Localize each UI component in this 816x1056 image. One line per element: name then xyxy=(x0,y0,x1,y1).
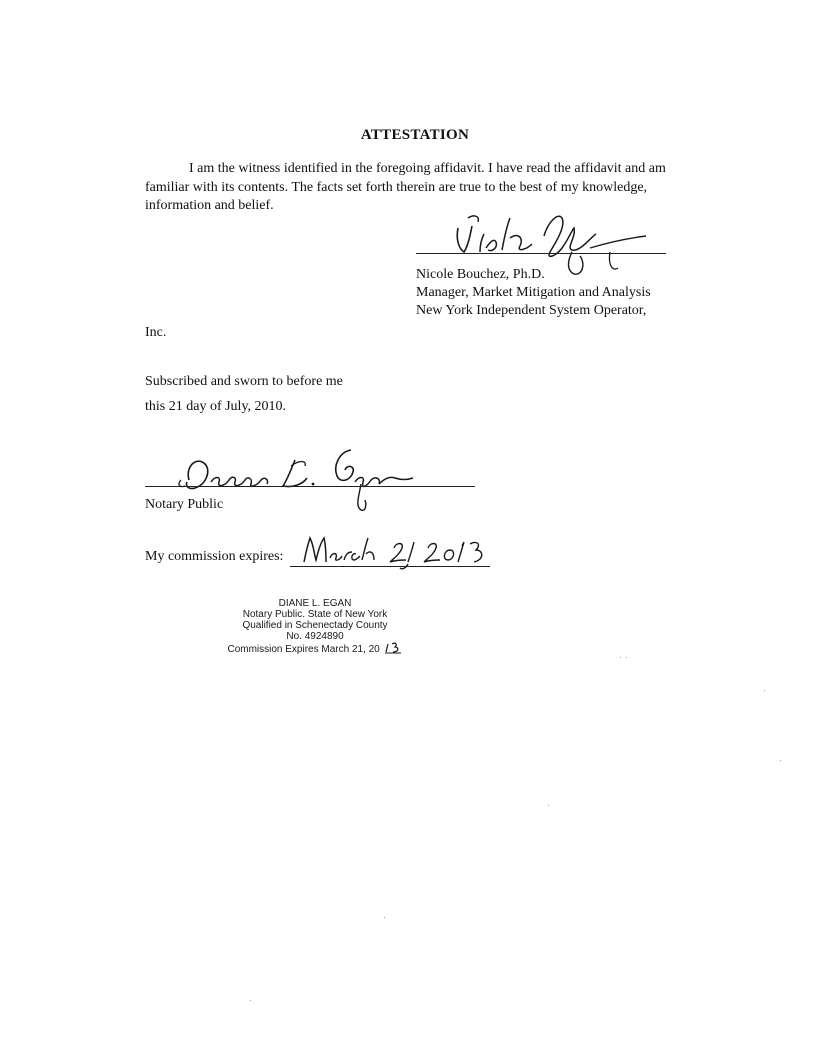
attestation-text: I am the witness identified in the foregoing affidavit. I have read the affidavit and am familiar with its contents. The facts set forth therein are true to the best of my knowledge, information and belief. xyxy=(145,161,666,213)
scan-speck xyxy=(626,657,627,658)
scan-speck xyxy=(548,805,549,806)
commission-date-line xyxy=(290,566,490,567)
stamp-notary-name: DIANE L. EGAN xyxy=(278,598,352,609)
signer-title: Manager, Market Mitigation and Analysis xyxy=(416,285,651,300)
notary-signature-line xyxy=(145,486,475,487)
subscribed-line: Subscribed and sworn to before me xyxy=(145,374,343,389)
signer-organization-continued: Inc. xyxy=(145,325,167,340)
scan-speck xyxy=(384,917,385,918)
sworn-date-line: this 21 day of July, 2010. xyxy=(145,399,287,414)
scan-speck xyxy=(250,1000,251,1001)
signer-name: Nicole Bouchez, Ph.D. xyxy=(416,267,545,282)
scan-speck xyxy=(620,657,621,658)
signer-block xyxy=(416,266,651,320)
document-title: ATTESTATION xyxy=(360,127,470,143)
stamp-year-handwritten xyxy=(383,642,403,654)
stamp-number: No. 4924890 xyxy=(286,631,344,642)
notary-stamp xyxy=(200,598,430,655)
scan-speck xyxy=(764,690,765,691)
stamp-state: Notary Public. State of New York xyxy=(242,609,388,620)
stamp-expiry: Commission Expires March 21, 20 xyxy=(227,644,380,655)
stamp-county: Qualified in Schenectady County xyxy=(242,620,388,631)
stamp-expiry-row xyxy=(200,642,430,655)
commission-label: My commission expires: xyxy=(145,549,284,564)
witness-signature-line xyxy=(416,253,666,254)
scan-speck xyxy=(780,760,781,761)
signer-organization: New York Independent System Operator, xyxy=(416,303,647,318)
notary-label: Notary Public xyxy=(145,497,224,512)
